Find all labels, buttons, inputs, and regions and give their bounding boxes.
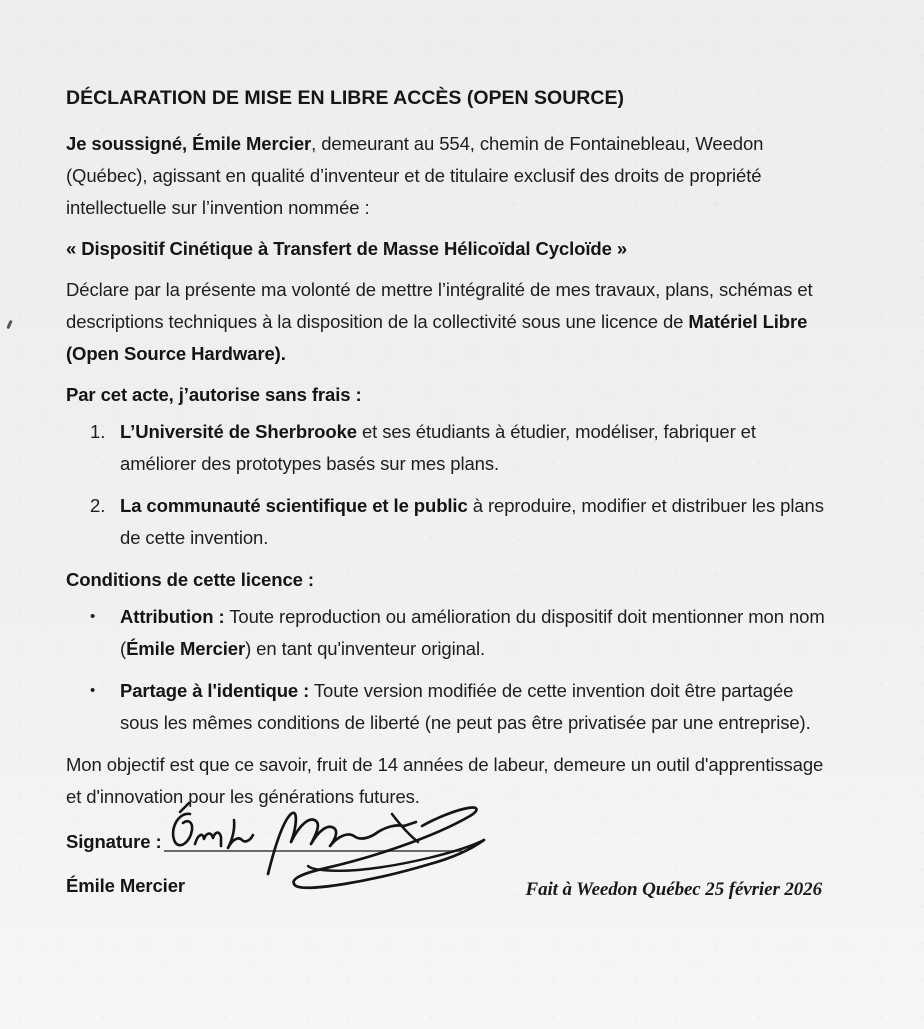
condition-item-attribution <box>66 601 830 665</box>
condition-item-share-alike <box>66 675 830 739</box>
stray-ink-mark <box>6 320 12 329</box>
condition-text: ) en tant qu'inventeur original. <box>245 638 486 659</box>
inventor-name: Émile Mercier <box>126 638 246 659</box>
signature-label: Signature : <box>66 831 162 852</box>
authorization-heading: Par cet acte, j’autorise sans frais : <box>66 384 362 405</box>
authorization-list <box>66 416 830 554</box>
grantee-name: La communauté scientifique et le public <box>120 495 468 516</box>
closing-paragraph: Mon objectif est que ce savoir, fruit de 14 années de labeur, demeure un outil d'apprentissage et d'innovation pour les générations futures. <box>66 754 824 807</box>
handwritten-signature <box>158 782 494 902</box>
authorization-item-text <box>120 490 830 554</box>
declaration-paragraph <box>66 274 830 370</box>
conditions-list <box>66 601 830 739</box>
condition-text: Toute version modifiée de cette invention doit être partagée sous les mêmes conditions de liberté (ne peut pas être privatisée par une entreprise). <box>120 680 811 733</box>
document-content <box>66 86 830 992</box>
intro-text: , demeurant au 554, chemin de Fontainebleau, Weedon (Québec), agissant en qualité d’inventeur et de titulaire exclusif des droits de propriété intellectuelle sur l’invention nommée : <box>66 133 764 218</box>
license-name: Matériel Libre (Open Source Hardware). <box>66 311 808 364</box>
intro-signatory-name: Je soussigné, Émile Mercier <box>66 133 312 154</box>
place-date-line: Fait à Weedon Québec 25 février 2026 <box>525 879 822 900</box>
authorization-item-text <box>120 416 830 480</box>
declaration-text: Déclare par la présente ma volonté de mettre l’intégralité de mes travaux, plans, schémas et descriptions techniques à la disposition de la collectivité sous une licence de <box>66 279 813 332</box>
bullet-icon: • <box>90 608 96 625</box>
authorization-item-university <box>66 416 830 480</box>
document-title: DÉCLARATION DE MISE EN LIBRE ACCÈS (OPEN SOURCE) <box>66 87 624 109</box>
condition-term: Attribution : <box>120 606 225 627</box>
grant-text: à reproduire, modifier et distribuer les plans de cette invention. <box>120 495 824 548</box>
signatory-name: Émile Mercier <box>66 875 186 896</box>
conditions-heading: Conditions de cette licence : <box>66 569 314 590</box>
condition-text: Toute reproduction ou amélioration du dispositif doit mentionner mon nom ( <box>120 606 825 659</box>
condition-term: Partage à l'identique : <box>120 680 310 701</box>
list-number: 1. <box>90 421 106 442</box>
intro-paragraph <box>66 128 830 224</box>
condition-item-text <box>120 675 830 739</box>
authorization-item-public <box>66 490 830 554</box>
list-number: 2. <box>90 495 106 516</box>
bullet-icon: • <box>90 682 96 699</box>
signature-section <box>66 822 830 992</box>
grantee-name: L’Université de Sherbrooke <box>120 421 357 442</box>
condition-item-text <box>120 601 830 665</box>
invention-name: « Dispositif Cinétique à Transfert de Masse Hélicoïdal Cycloïde » <box>66 238 628 259</box>
grant-text: et ses étudiants à étudier, modéliser, fabriquer et améliorer des prototypes basés sur mes plans. <box>120 421 756 474</box>
